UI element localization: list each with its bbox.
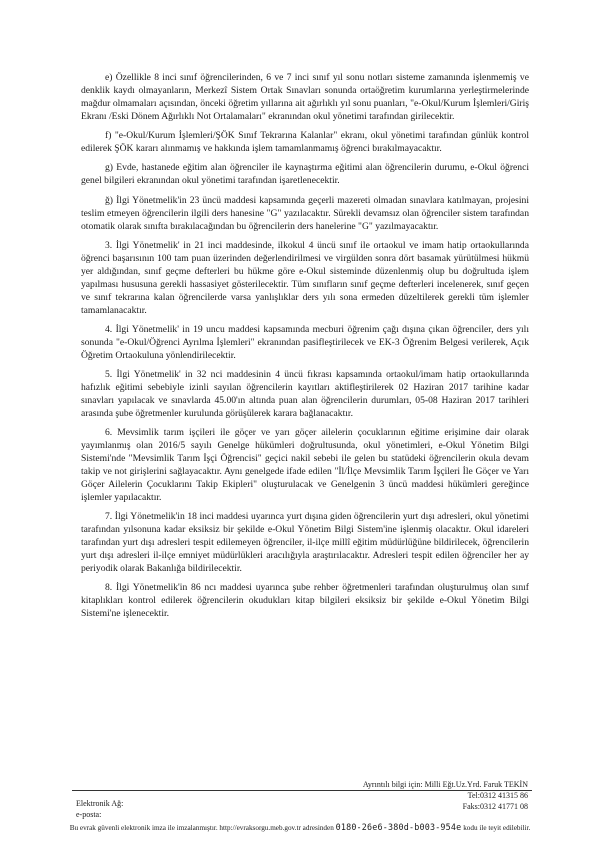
footer-web-label: Elektronik Ağ:	[76, 799, 124, 808]
paragraph-gh: ğ) İlgi Yönetmelik'in 23 üncü maddesi kapsamında geçerli mazereti olmadan sınavlara katılmayan, projesini teslim etmeyen öğrencilerin ilgili ders hanesine "G" yazılacaktır. Sürekli devamsız olan öğrenciler sistem tarafından otomatik olarak sınıfta bırakılacağından bu öğrencilerin ders hanelerine "G" yazılmayacaktır.	[81, 194, 529, 232]
paragraph-e: e) Özellikle 8 inci sınıf öğrencilerinden, 6 ve 7 inci sınıf yıl sonu notları sisteme zamanında işlenmemiş ve denklik kaydı olmayanların, Merkezî Sistem Ortak Sınavları sonunda ortaöğretim kurumlarına yerleştirmelerinde mağdur olmamaları açısından, önceki öğretim yıllarına ait ağırlıklı yıl sonu puanları, "e-Okul/Kurum İşlemleri/Giriş Ekranı /Eski Dönem Ağırlıklı Not Ortalamaları" ekranından okul yönetimi tarafından girilecektir.	[81, 72, 529, 122]
verification-suffix: kodu ile teyit edilebilir.	[463, 824, 531, 832]
contact-phone: Tel:0312 41315 86	[467, 791, 528, 800]
footer-email-label: e-posta:	[76, 810, 102, 819]
paragraph-5: 5. İlgi Yönetmelik' in 32 nci maddesinin 4 üncü fıkrası kapsamında ortaokul/imam hatip ortaokullarında hafızlık eğitimi sebebiyle izinli sayılan öğrencilerin kayıtları aktifleştirilerek 02 Haziran 2017 tarihine kadar sınavları yapılacak ve sınavlarda 45.00'ın altında puan alan öğrencilerin durumları, 05-08 Haziran 2017 tarihleri arasında şube öğretmenler kurulunda görüşülerek karara bağlanacaktır.	[81, 369, 529, 419]
footer-left-block	[76, 798, 123, 820]
footer-contact-block	[363, 779, 528, 812]
contact-person: Ayrıntılı bilgi için: Milli Eğt.Uz.Yrd. Faruk TEKİN	[362, 780, 528, 789]
paragraph-f: f) "e-Okul/Kurum İşlemleri/ŞÖK Sınıf Tekrarına Kalanlar" ekranı, okul yönetimi tarafından günlük kontrol edilerek ŞÖK kararı alınmamış ve hakkında işlem tamamlanmamış öğrenci bırakılmayacaktır.	[81, 130, 529, 155]
paragraph-8: 8. İlgi Yönetmelik'in 86 ncı maddesi uyarınca şube rehber öğretmenleri tarafından oluşturulmuş olan sınıf kitaplıkları kontrol edilerek öğrencilerin okudukları kitap bilgileri eksiksiz bir şekilde e-Okul Yönetim Bilgi Sistemi'ne işlenecektir.	[81, 582, 529, 620]
verification-code: 0180-26e6-380d-b003-954e	[335, 822, 462, 832]
paragraph-7: 7. İlgi Yönetmelik'in 18 inci maddesi uyarınca yurt dışına giden öğrencilerin yurt dışı adresleri, okul yönetimi tarafından yılsonuna kadar eksiksiz bir şekilde e-Okul Yönetim Bilgi Sistem'ine işlenmiş olacaktır. Okul idareleri tarafından yurt dışı adresleri tespit edilemeyen öğrenciler, il-ilçe millî eğitim müdürlüğüne bildirilecek, öğrencilerin yurt dışı adresleri il-ilçe emniyet müdürlükleri aracılığıyla araştırılacaktır. Adresleri tespit edilen öğrenciler her ay periyodik olarak Bakanlığa bildirilecektir.	[81, 511, 529, 574]
contact-fax: Faks:0312 41771 08	[462, 802, 528, 811]
paragraph-g: g) Evde, hastanede eğitim alan öğrenciler ile kaynaştırma eğitimi alan öğrencilerin durumu, e-Okul öğrenci genel bilgileri ekranından okul yönetimi tarafından işaretlenecektir.	[81, 162, 529, 187]
verification-prefix: Bu evrak güvenli elektronik imza ile imzalanmıştır. http://evraksorgu.meb.gov.tr adresinden	[69, 824, 334, 832]
verification-line	[60, 822, 540, 832]
paragraph-6: 6. Mevsimlik tarım işçileri ile göçer ve yarı göçer ailelerin çocuklarının eğitime erişimine dair olarak yayımlanmış olan 2016/5 sayılı Genelge hükümleri doğrultusunda, okul yönetimleri, e-Okul Yönetim Bilgi Sistemi'nde "Mevsimlik Tarım İşçi Öğrencisi" geçici nakil sebebi ile gelen bu statüdeki öğrencilerin okula devam takip ve not girişlerini sağlayacaktır. Aynı genelgede ifade edilen "İl/İlçe Mevsimlik Tarım İşçileri İle Göçer ve Yarı Göçer Ailelerin Çocuklarını Takip Ekipleri" oluşturulacak ve Genelgenin 3 üncü maddesi hükümleri gereğince işlemler yapılacaktır.	[81, 427, 529, 503]
footer-divider	[72, 790, 532, 791]
paragraph-3: 3. İlgi Yönetmelik' in 21 inci maddesinde, ilkokul 4 üncü sınıf ile ortaokul ve imam hatip ortaokullarında öğrenci başarısının 100 tam puan üzerinden değerlendirilmesi ve virgülden sonra dört basamak yürütülmesi hükmü yer aldığından, sınıf geçme defterleri bu hükme göre e-Okul sisteminde düzenlenmiş olup bu doğrultuda işlem yapılması hususuna gerekli hassasiyet gösterilecektir. Tüm sınıfların sınıf geçme defterleri incelenerek, sınıf geçen ve sınıf tekrarına kalan öğrencilerde varsa yanlışlıklar ders yılı sona ermeden düzeltilerek gerekli tüm işlemler tamamlanacaktır.	[81, 239, 529, 316]
paragraph-4: 4. İlgi Yönetmelik' in 19 uncu maddesi kapsamında mecburi öğrenim çağı dışına çıkan öğrenciler, ders yılı sonunda "e-Okul/Öğrenci Ayrılma İşlemleri" ekranından pasifleştirilecek ve EK-3 Öğrenim Belgesi verilerek, Açık Öğretim Ortaokuluna yönlendirilecektir.	[81, 323, 529, 361]
document-body	[81, 72, 529, 627]
